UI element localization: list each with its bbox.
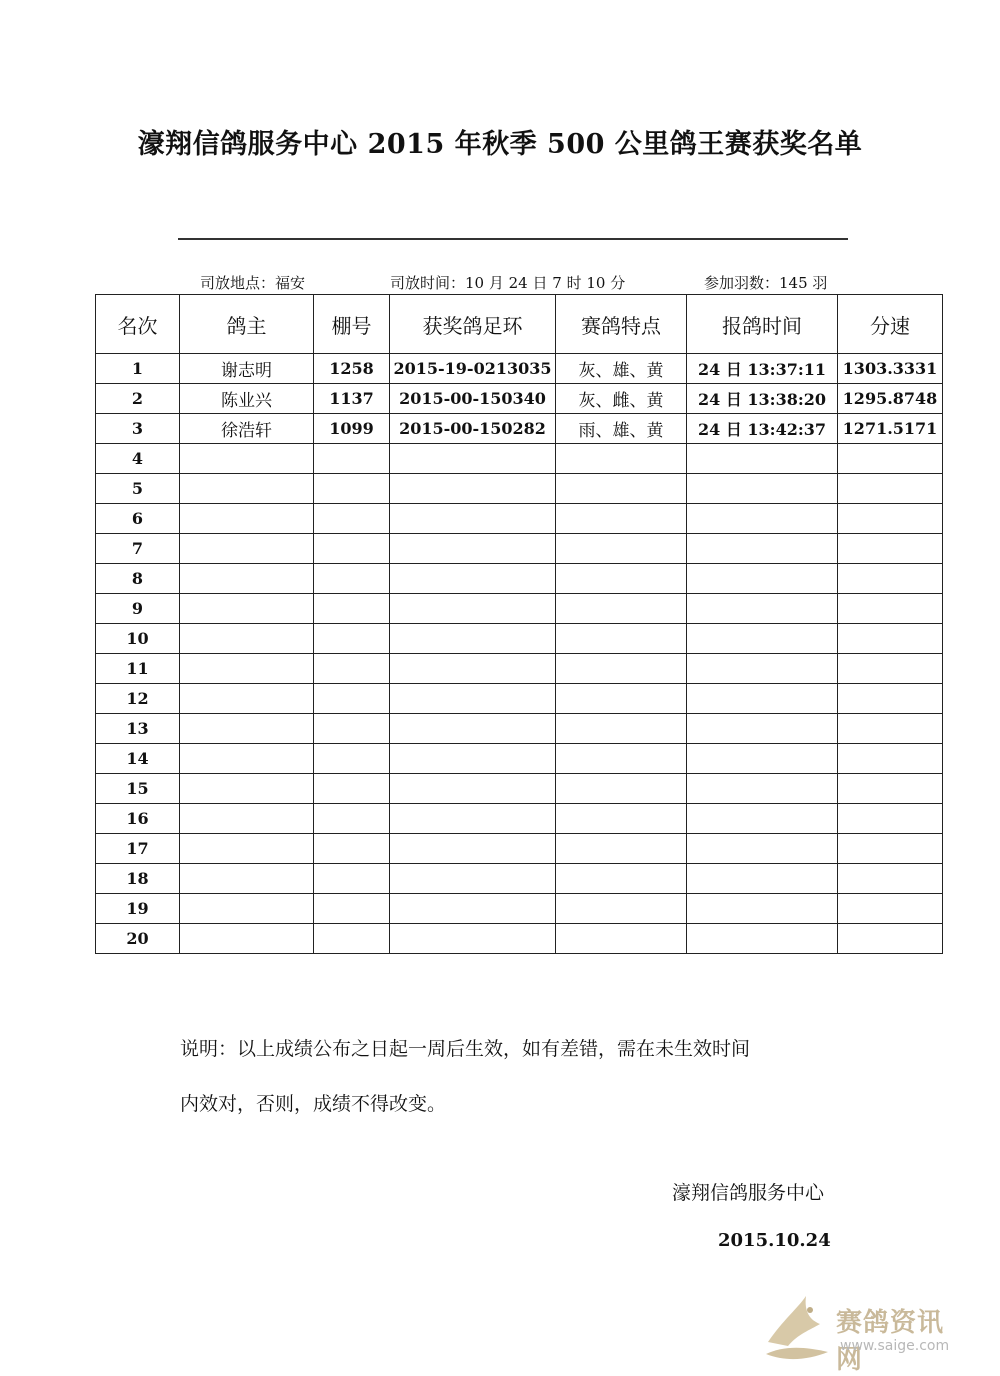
cell-speed (838, 444, 943, 474)
release-place (200, 272, 305, 293)
cell-owner (180, 504, 314, 534)
cell-rank: 17 (96, 834, 180, 864)
cell-time (687, 684, 838, 714)
cell-rank: 1 (96, 354, 180, 384)
note-line-1: 说明：以上成绩公布之日起一周后生效，如有差错，需在未生效时间 (180, 1038, 751, 1060)
cell-feature: 灰、雄、黄 (556, 354, 687, 384)
cell-ring (390, 834, 556, 864)
cell-loft (314, 654, 390, 684)
cell-loft (314, 594, 390, 624)
header-speed: 分速 (838, 295, 943, 354)
watermark-url: www.saige.com (840, 1338, 950, 1354)
cell-ring (390, 594, 556, 624)
cell-owner (180, 474, 314, 504)
header-loft: 棚号 (314, 295, 390, 354)
cell-time (687, 714, 838, 744)
cell-rank: 20 (96, 924, 180, 954)
table-row (96, 534, 943, 564)
cell-rank: 7 (96, 534, 180, 564)
table-row (96, 744, 943, 774)
cell-feature (556, 744, 687, 774)
header-feature: 赛鸽特点 (556, 295, 687, 354)
table-row (96, 504, 943, 534)
cell-ring (390, 894, 556, 924)
cell-feature (556, 804, 687, 834)
cell-time (687, 594, 838, 624)
cell-loft (314, 714, 390, 744)
table-row (96, 564, 943, 594)
pigeon-logo-icon (758, 1290, 838, 1370)
cell-owner (180, 834, 314, 864)
cell-ring: 2015-00-150282 (390, 414, 556, 444)
cell-loft (314, 504, 390, 534)
cell-rank: 18 (96, 864, 180, 894)
cell-speed (838, 564, 943, 594)
signature-org: 濠翔信鸽服务中心 (672, 1182, 825, 1204)
cell-ring (390, 744, 556, 774)
table-row (96, 924, 943, 954)
cell-owner: 徐浩轩 (180, 414, 314, 444)
cell-speed (838, 834, 943, 864)
cell-time (687, 804, 838, 834)
signature-date: 2015.10.24 (718, 1230, 831, 1251)
entry-count (704, 272, 827, 293)
cell-owner (180, 684, 314, 714)
cell-ring (390, 654, 556, 684)
cell-owner (180, 774, 314, 804)
cell-rank: 3 (96, 414, 180, 444)
cell-owner (180, 744, 314, 774)
cell-feature (556, 444, 687, 474)
cell-loft (314, 474, 390, 504)
cell-owner (180, 654, 314, 684)
table-row (96, 864, 943, 894)
cell-feature (556, 864, 687, 894)
cell-loft (314, 864, 390, 894)
cell-owner (180, 894, 314, 924)
cell-rank: 13 (96, 714, 180, 744)
header-time: 报鸽时间 (687, 295, 838, 354)
cell-loft (314, 624, 390, 654)
results-table (95, 294, 943, 954)
cell-owner (180, 594, 314, 624)
cell-owner (180, 714, 314, 744)
cell-rank: 8 (96, 564, 180, 594)
cell-loft (314, 684, 390, 714)
cell-time (687, 504, 838, 534)
table-row (96, 414, 943, 444)
cell-rank: 11 (96, 654, 180, 684)
cell-loft (314, 564, 390, 594)
cell-owner (180, 624, 314, 654)
cell-ring (390, 504, 556, 534)
cell-time (687, 444, 838, 474)
header-rank: 名次 (96, 295, 180, 354)
cell-feature (556, 684, 687, 714)
cell-time (687, 564, 838, 594)
cell-rank: 15 (96, 774, 180, 804)
release-time (390, 272, 625, 293)
table-row (96, 714, 943, 744)
cell-ring (390, 564, 556, 594)
cell-speed (838, 594, 943, 624)
table-row (96, 684, 943, 714)
cell-time (687, 774, 838, 804)
cell-ring: 2015-00-150340 (390, 384, 556, 414)
cell-ring (390, 924, 556, 954)
cell-speed (838, 534, 943, 564)
cell-speed (838, 504, 943, 534)
table-row (96, 444, 943, 474)
cell-rank: 9 (96, 594, 180, 624)
cell-feature (556, 924, 687, 954)
cell-ring (390, 864, 556, 894)
cell-time: 24 日 13:42:37 (687, 414, 838, 444)
cell-feature (556, 504, 687, 534)
cell-loft (314, 534, 390, 564)
cell-loft (314, 894, 390, 924)
cell-loft (314, 744, 390, 774)
entry-count-label: 参加羽数： (704, 274, 780, 292)
cell-loft (314, 444, 390, 474)
cell-feature (556, 774, 687, 804)
header-owner: 鸽主 (180, 295, 314, 354)
cell-speed: 1303.3331 (838, 354, 943, 384)
cell-ring (390, 534, 556, 564)
cell-time: 24 日 13:37:11 (687, 354, 838, 384)
note (180, 1022, 880, 1132)
cell-ring (390, 804, 556, 834)
table-row (96, 774, 943, 804)
cell-ring (390, 684, 556, 714)
cell-owner (180, 444, 314, 474)
cell-rank: 2 (96, 384, 180, 414)
table-row (96, 594, 943, 624)
cell-owner (180, 804, 314, 834)
release-time-value: 10 月 24 日 7 时 10 分 (465, 274, 626, 292)
table-row (96, 894, 943, 924)
cell-speed (838, 624, 943, 654)
cell-speed (838, 714, 943, 744)
table-row (96, 624, 943, 654)
cell-time (687, 864, 838, 894)
cell-speed (838, 774, 943, 804)
cell-speed (838, 684, 943, 714)
table-row (96, 384, 943, 414)
cell-ring (390, 774, 556, 804)
cell-ring (390, 624, 556, 654)
release-place-label: 司放地点： (200, 274, 276, 292)
table-row (96, 354, 943, 384)
cell-rank: 19 (96, 894, 180, 924)
cell-time (687, 624, 838, 654)
cell-speed (838, 654, 943, 684)
cell-owner (180, 864, 314, 894)
cell-loft: 1099 (314, 414, 390, 444)
cell-feature (556, 624, 687, 654)
cell-rank: 16 (96, 804, 180, 834)
cell-loft: 1258 (314, 354, 390, 384)
cell-rank: 4 (96, 444, 180, 474)
cell-rank: 10 (96, 624, 180, 654)
cell-time (687, 924, 838, 954)
cell-feature (556, 474, 687, 504)
cell-speed: 1271.5171 (838, 414, 943, 444)
note-line-2: 内效对，否则，成绩不得改变。 (180, 1093, 447, 1115)
cell-speed (838, 474, 943, 504)
header-ring: 获奖鸽足环 (390, 295, 556, 354)
cell-feature (556, 894, 687, 924)
cell-feature (556, 714, 687, 744)
cell-speed (838, 864, 943, 894)
cell-time (687, 654, 838, 684)
cell-rank: 6 (96, 504, 180, 534)
release-time-label: 司放时间： (390, 274, 466, 292)
release-place-value: 福安 (275, 274, 306, 292)
cell-owner (180, 564, 314, 594)
cell-loft (314, 804, 390, 834)
title-underline (178, 238, 848, 240)
table-header-row (96, 295, 943, 354)
cell-loft (314, 834, 390, 864)
cell-time (687, 744, 838, 774)
table-row (96, 804, 943, 834)
cell-feature: 灰、雌、黄 (556, 384, 687, 414)
watermark (758, 1290, 968, 1375)
cell-owner: 谢志明 (180, 354, 314, 384)
cell-speed (838, 744, 943, 774)
document-title: 濠翔信鸽服务中心 2015 年秋季 500 公里鸽王赛获奖名单 (137, 129, 863, 160)
cell-feature (556, 654, 687, 684)
cell-loft (314, 774, 390, 804)
table-row (96, 654, 943, 684)
cell-rank: 14 (96, 744, 180, 774)
cell-ring: 2015-19-0213035 (390, 354, 556, 384)
cell-ring (390, 474, 556, 504)
table-row (96, 474, 943, 504)
cell-feature (556, 594, 687, 624)
entry-count-value: 145 羽 (779, 274, 828, 292)
cell-feature: 雨、雄、黄 (556, 414, 687, 444)
cell-ring (390, 444, 556, 474)
cell-loft (314, 924, 390, 954)
cell-feature (556, 564, 687, 594)
cell-speed: 1295.8748 (838, 384, 943, 414)
cell-loft: 1137 (314, 384, 390, 414)
cell-rank: 5 (96, 474, 180, 504)
cell-owner (180, 534, 314, 564)
cell-speed (838, 894, 943, 924)
cell-time: 24 日 13:38:20 (687, 384, 838, 414)
watermark-site-name: 赛鸽资讯网 (836, 1308, 945, 1375)
cell-ring (390, 714, 556, 744)
cell-time (687, 474, 838, 504)
cell-owner (180, 924, 314, 954)
cell-time (687, 894, 838, 924)
cell-rank: 12 (96, 684, 180, 714)
cell-time (687, 534, 838, 564)
cell-time (687, 834, 838, 864)
cell-speed (838, 924, 943, 954)
table-row (96, 834, 943, 864)
cell-feature (556, 534, 687, 564)
cell-owner: 陈业兴 (180, 384, 314, 414)
cell-speed (838, 804, 943, 834)
cell-feature (556, 834, 687, 864)
